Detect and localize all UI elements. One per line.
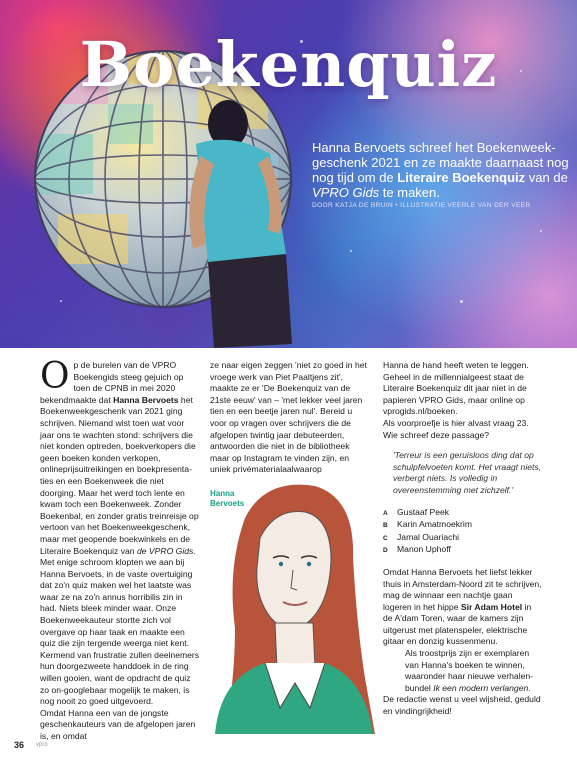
option-letter: C — [383, 534, 388, 542]
paragraph — [383, 648, 543, 694]
paragraph: Hanna de hand heeft weten te leggen. — [383, 360, 529, 370]
option-text: Jamal Ouariachi — [397, 531, 460, 542]
paragraph-text: . — [528, 682, 531, 693]
column-3 — [383, 360, 543, 718]
option-letter: B — [383, 522, 388, 530]
drop-cap: O — [40, 356, 70, 397]
page-number: 36 — [14, 740, 25, 750]
paragraph: Geheel in de millennialgeest staat de Literaire Boekenquiz dit jaar niet in de papieren VPRO Gids, maar online op vprogids.nl/boeken. — [383, 371, 527, 417]
paragraph-text: in de A'dam Toren, waar de kamers zijn uitgerust met platenspeler, elektrische gitaar en donzig kussenmenu. — [383, 601, 532, 647]
paragraph-text: Als troostprijs zijn er exemplaren van Hanna's boeken te winnen, waaronder haar nieuwe verhalenbundel — [405, 648, 534, 693]
quiz-quote: 'Terreur is een geruisloos ding dat op schulpfelvoeten komt. Het vraagt niets, verbergt niets. Is volledig in overeenstemming met zichzelf.' — [393, 450, 542, 495]
option-letter: A — [383, 509, 388, 517]
paragraph: De redactie wenst u veel wijsheid, geduld en vindingrijkheid! — [383, 694, 541, 717]
quiz-option — [383, 532, 543, 545]
page-title: Boekenquiz — [79, 28, 498, 101]
option-letter: D — [383, 547, 388, 555]
paragraph-text: de VPRO Gids. — [136, 545, 196, 556]
option-text: Gustaaf Peek — [397, 506, 450, 517]
quiz-option — [383, 519, 543, 532]
column-1 — [40, 356, 200, 743]
quiz-option — [383, 544, 543, 557]
paragraph: ze naar eigen zeggen 'niet zo goed in het vroege werk van Piet Paaltjens zit', maakte ze er 'De Boekenquiz van de 21ste eeuw' van – 'met lekker veel jaren tien en een beetje jaren nul'. Bereid u voor op vragen over schrijvers die de afgelopen twintig jaar debuteerden, antwoorden die niet in de bibliotheek maar op Instagram te vinden zijn, en uniek privématerialaalwaarop — [210, 360, 367, 475]
byline: DOOR KATJA DE BRUIN • ILLUSTRATIE VEERLE VAN DER VEER — [312, 202, 531, 209]
portrait-caption: Hanna Bervoets — [210, 489, 245, 508]
portrait-illustration — [205, 478, 377, 734]
paragraph: Kermend van frustratie zullen deelnemers hun doorgezweete handdoek in de ring willen gooien, want de opdracht de quiz zo on-googlebaar mogelijk te maken, is nog nooit zo goed uitgevoerd. — [40, 649, 200, 707]
paragraph: Omdat Hanna een van de jongste geschenkauteurs van de afgelopen jaren is, en omdat — [40, 707, 196, 741]
author-name: Hanna Bervoets — [113, 394, 179, 405]
hotel-name: Sir Adam Hotel — [460, 601, 523, 612]
intro-quiz-name: Literaire Boekenquiz — [397, 170, 526, 185]
paragraph — [383, 567, 543, 648]
column-2 — [210, 360, 370, 476]
intro-part: van de — [525, 170, 568, 185]
paragraph-text: p de burelen van de VPRO Boekengids steeg gejuich op toen de CPNB in mei 2020 bekendmaakte dat — [40, 360, 184, 405]
book-title: Ik een modern verlangen — [433, 682, 529, 693]
intro-text — [312, 140, 570, 200]
intro-magazine-name: VPRO Gids — [312, 185, 380, 200]
option-text: Karin Amatmoekrim — [397, 519, 472, 530]
paragraph-text: het Boekenweekgeschenk van 2021 ging schrijven. Niemand wist toen wat voor jaar ons te wachten stond: schrijvers die niet konden optreden, boekverkopers die geen boeken konden verkopen, onlineprijsuitreikingen en boekpresentaties en een Boekenweek die niet doorging. Maar het werd toch lente en kwam toch een Boekenweek. Zonder Boekenbal, en zonder gratis treinreisje op vertoon van het Boekenweekgeschenk, maar met geopende boekwinkels en de Literaire Boekenquiz van — [40, 394, 199, 556]
hero-illustration — [0, 0, 577, 348]
option-text: Manon Uphoff — [397, 544, 451, 555]
quiz-option — [383, 507, 543, 520]
intro-part: Hanna Bervoets schreef het Boekenweekgeschenk 2021 en ze maakte daarnaast nog nog tijd om de — [312, 140, 569, 185]
paragraph-text: Omdat Hanna Bervoets het liefst lekker thuis in Amsterdam-Noord zit te schrijven, mag de winnaar een nachtje gaan logeren in het hippe — [383, 566, 542, 612]
intro-part: te maken. — [379, 185, 440, 200]
paragraph: Met enige schroom klopten we aan bij Hanna Bervoets, in de vaste overtuiging dat zo'n quiz maken wel het laatste was waar ze na zo'n annus horribilis zin in had. Niets bleek minder waar. Onze Boekenweekauteur stortte zich vol overgave op haar taak en maakte een quiz die zijn tergende weerga niet kent. — [40, 557, 193, 649]
magazine-name: vpro — [36, 742, 48, 748]
paragraph: Als voorproefje is hier alvast vraag 23. Wie schreef deze passage? — [383, 417, 529, 440]
